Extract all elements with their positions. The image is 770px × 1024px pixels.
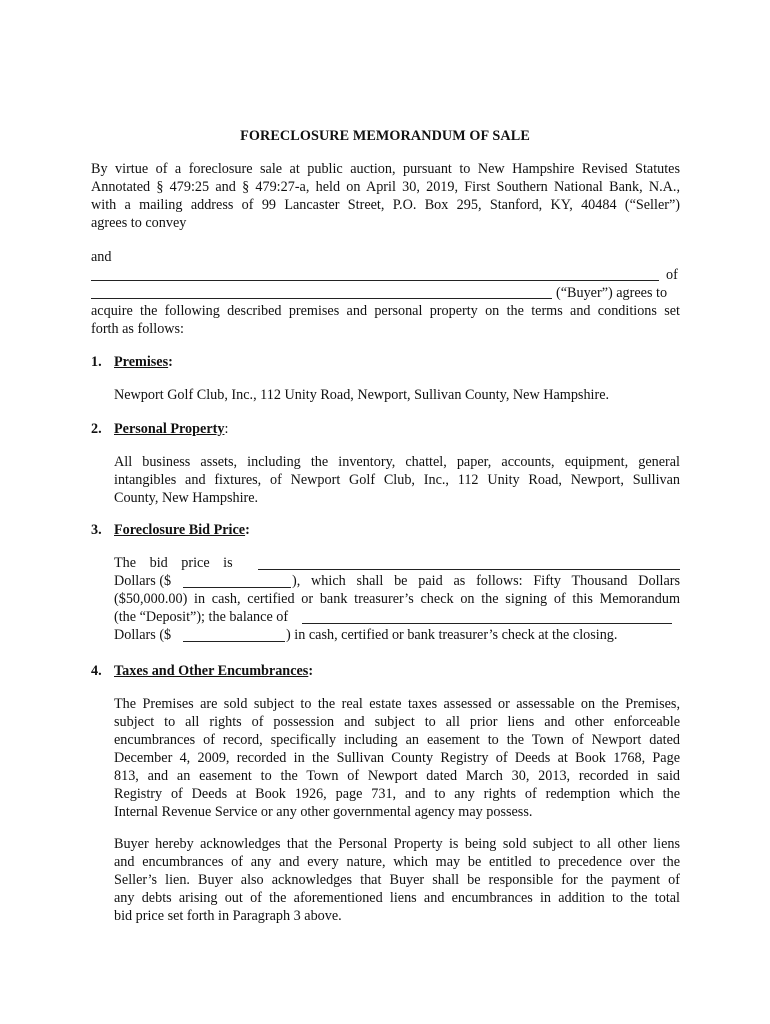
section-title: Personal Property (114, 421, 225, 437)
buyer-address-blank[interactable] (91, 298, 552, 299)
liens-line: Buyer hereby acknowledges that the Personal Property is being sold subject to all other liens (114, 836, 680, 852)
section-colon: : (245, 522, 250, 538)
intro-paragraph (91, 160, 680, 232)
section-number: 4. (91, 663, 102, 679)
closing-dollars-label: Dollars ($ (114, 627, 172, 643)
section-number: 1. (91, 354, 102, 370)
intro-line: By virtue of a foreclosure sale at public auction, pursuant to New Hampshire Revised Statutes (91, 161, 680, 177)
bid-price-label: The bid price is (114, 555, 233, 571)
acquire-line: forth as follows: (91, 321, 184, 337)
payment-terms-text: ), which shall be paid as follows: Fifty Thousand Dollars (292, 573, 680, 589)
section-title: Taxes and Other Encumbrances (114, 663, 309, 679)
section-heading-personal-property (91, 420, 228, 438)
liens-line: and encumbrances of any and every nature, which may be entitled to precedence over the (114, 854, 680, 870)
liens-line: Seller’s lien. Buyer also acknowledges that Buyer shall be responsible for the payment of (114, 872, 680, 888)
acquire-line: acquire the following described premises and personal property on the terms and conditions set (91, 303, 680, 319)
of-label: of (666, 267, 678, 283)
taxes-line: encumbrances of record, specifically including an easement to the Town of Newport dated (114, 732, 680, 748)
taxes-line: 813, and an easement to the Town of Newport dated March 30, 2013, recorded in said (114, 768, 680, 784)
and-label: and (91, 249, 112, 265)
acquire-paragraph (91, 302, 680, 338)
deposit-label: (the “Deposit”); the balance of (114, 609, 289, 625)
personal-property-line: intangibles and fixtures, of Newport Golf Club, Inc., 112 Unity Road, Newport, Sullivan (114, 472, 680, 488)
liens-line: bid price set forth in Paragraph 3 above. (114, 908, 342, 924)
balance-amount-blank[interactable] (183, 641, 285, 642)
bid-price-amount-blank[interactable] (183, 587, 291, 588)
taxes-paragraph (114, 695, 680, 821)
section-title: Foreclosure Bid Price (114, 522, 246, 538)
intro-line: Annotated § 479:25 and § 479:27-a, held on April 30, 2019, First Southern National Bank, N.A., (91, 179, 680, 195)
cash-line: ($50,000.00) in cash, certified or bank treasurer’s check on the signing of this Memorandum (114, 591, 680, 607)
section-number: 2. (91, 421, 102, 437)
taxes-line: Registry of Deeds at Book 1926, page 731, and to any rights of redemption which the (114, 786, 680, 802)
taxes-line: Internal Revenue Service or any other governmental agency may possess. (114, 804, 533, 820)
section-heading-bid-price (91, 521, 250, 539)
premises-line: Newport Golf Club, Inc., 112 Unity Road, Newport, Sullivan County, New Hampshire. (114, 387, 610, 403)
section-colon: : (168, 354, 173, 370)
cash-line-wrap (114, 590, 680, 608)
section-colon: : (308, 663, 314, 679)
personal-property-line: County, New Hampshire. (114, 490, 259, 506)
intro-line: agrees to convey (91, 215, 187, 231)
bid-price-words-blank[interactable] (258, 569, 680, 570)
intro-line: with a mailing address of 99 Lancaster Street, P.O. Box 295, Stanford, KY, 40484 (“Seller”) (91, 197, 680, 213)
liens-paragraph (114, 835, 680, 925)
buyer-name-blank[interactable] (91, 280, 659, 281)
taxes-line: The Premises are sold subject to the real estate taxes assessed or assessable on the Premises, (114, 696, 680, 712)
balance-words-blank[interactable] (302, 623, 672, 624)
taxes-line: subject to all rights of possession and subject to all prior liens and other enforceable (114, 714, 680, 730)
section-heading-taxes (91, 662, 313, 680)
section-title: Premises (114, 354, 169, 370)
section-heading-premises (91, 353, 173, 371)
premises-text (114, 386, 680, 404)
liens-line: any debts arising out of the aforementioned liens and encumbrances in addition to the total (114, 890, 680, 906)
page-title: FORECLOSURE MEMORANDUM OF SALE (240, 128, 530, 144)
dollars-label: Dollars ($ (114, 573, 172, 589)
personal-property-text (114, 453, 680, 507)
buyer-label: (“Buyer”) agrees to (556, 285, 668, 301)
taxes-line: December 4, 2009, recorded in the Sullivan County Registry of Deeds at Book 1768, Page (114, 750, 680, 766)
closing-terms-text: ) in cash, certified or bank treasurer’s check at the closing. (286, 627, 618, 643)
section-colon: : (224, 421, 229, 437)
section-number: 3. (91, 522, 102, 538)
personal-property-line: All business assets, including the inventory, chattel, paper, accounts, equipment, general (114, 454, 680, 470)
